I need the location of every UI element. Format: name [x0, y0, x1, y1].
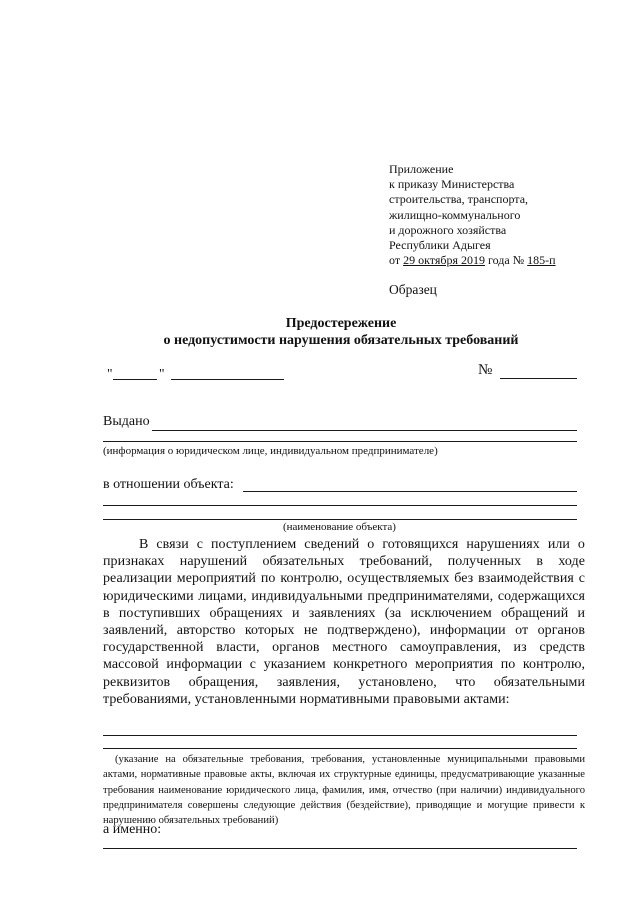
issued-line-2: [103, 441, 577, 442]
appendix-line: к приказу Министерства: [389, 177, 515, 192]
requirements-line: [103, 735, 577, 736]
appendix-line: строительства, транспорта,: [389, 192, 529, 207]
issued-line: [152, 430, 577, 431]
appendix-line: Приложение: [389, 162, 454, 176]
namely-line: [103, 848, 577, 849]
order-number: 185-п: [527, 253, 556, 268]
date-mid: года №: [485, 253, 528, 268]
object-label: в отношении объекта:: [103, 477, 234, 492]
date-day-line: [113, 379, 157, 380]
body-paragraph: В связи с поступлением сведений о готовящихся нарушениях или о признаках нарушений обязательных требований, полученных в ходе реализации мероприятий по контролю, осуществляемых без взаимодействия с юридическими лицами, индивидуальными предпринимателями, содержащихся в поступивших обращениях и заявлениях (за исключением обращений и заявлений, авторство которых не подтверждено), информации от органов государственной власти, органов местного самоуправления, из средств массовой информации с указанием конкретного мероприятия по контролю, реквизитов обращения, заявления, установлено, что обязательными требованиями, установленными нормативными правовыми актами:: [103, 537, 585, 707]
requirements-note: (указание на обязательные требования, требования, установленные муниципальными правовыми актами, нормативные правовые акты, включая их структурные единицы, предусматривающие указанные требования наименование юридического лица, фамилия, имя, отчество (при наличии) индивидуального предпринимателя совершены следующие действия (бездействие), приводящие и могущие привести к нарушению обязательных требований): [103, 754, 585, 827]
appendix-order-date-line: [389, 253, 619, 268]
issued-label: Выдано: [103, 414, 150, 429]
document-subtitle: о недопустимости нарушения обязательных требований: [163, 333, 519, 348]
namely-label: а именно:: [103, 822, 162, 837]
order-date: 29 октября 2019: [403, 253, 485, 268]
date-month-year-line: [171, 379, 284, 380]
object-line: [243, 491, 577, 492]
date-quote-close: ": [159, 366, 165, 381]
object-line-3: [103, 519, 577, 520]
appendix-line: и дорожного хозяйства: [389, 222, 507, 237]
number-sign: №: [478, 362, 493, 378]
appendix-line: жилищно-коммунального: [389, 207, 521, 222]
object-line-2: [103, 505, 577, 506]
issued-caption: (информация о юридическом лице, индивидуальном предпринимателе): [103, 445, 438, 457]
sample-label: Образец: [389, 282, 437, 297]
object-caption: (наименование объекта): [283, 521, 396, 533]
document-number-line: [500, 378, 577, 379]
date-prefix: от: [389, 253, 404, 268]
document-title: Предостережение: [285, 316, 397, 331]
appendix-line: Республики Адыгея: [389, 238, 491, 253]
date-quote-open: ": [107, 366, 113, 381]
appendix-block: [389, 162, 619, 268]
requirements-line-2: [103, 748, 577, 749]
